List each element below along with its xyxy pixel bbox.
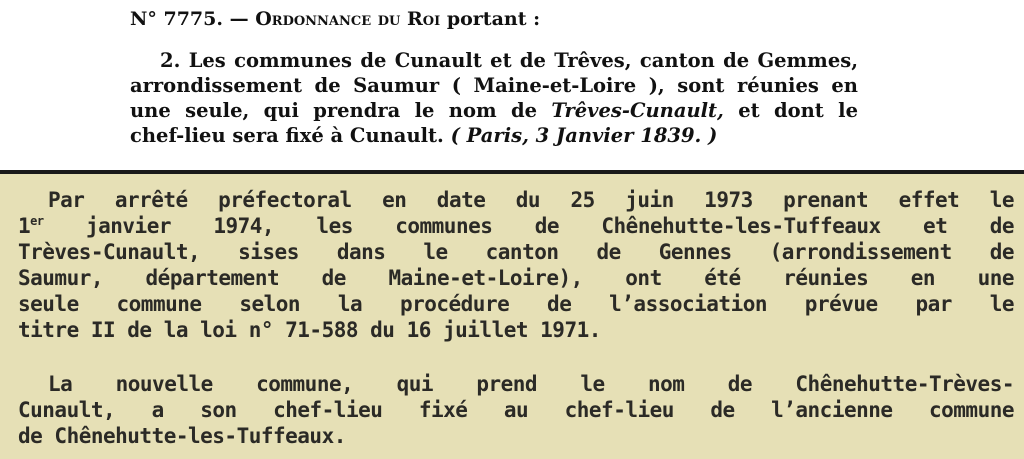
arrete-line-5: seule commune selon la procédure de l’association prévue par le <box>18 292 1014 316</box>
ordonnance-clipping <box>0 0 1024 170</box>
arrete-line-2-rest: janvier 1974, les communes de Chênehutte-les-Tuffeaux et de <box>43 214 1014 238</box>
arrete-p2-line-3: de Chênehutte-les-Tuffeaux. <box>18 424 346 448</box>
arrete-line-3: Trèves-Cunault, sises dans le canton de Gennes (arrondissement de <box>18 240 1014 264</box>
ordonnance-line-1: 2. Les communes de Cunault et de Trêves, canton de Gemmes, <box>160 49 858 72</box>
ordonnance-italic-name: Trêves-Cunault, <box>551 99 724 122</box>
ordonnance-line-3-end: et dont le <box>723 99 858 122</box>
ordonnance-line-4 <box>130 123 858 148</box>
arrete-line-1: Par arrêté préfectoral en date du 25 juin 1973 prenant effet le <box>48 188 1014 212</box>
ordonnance-line-3 <box>130 98 858 123</box>
ordonnance-line-2: arrondissement de Saumur ( Maine-et-Loire ), sont réunies en <box>130 74 858 97</box>
arrete-clipping <box>0 174 1024 459</box>
arrete-paragraph-2 <box>18 371 1014 449</box>
ordonnance-line-3-start: une seule, qui prendra le nom de <box>130 99 552 122</box>
arrete-date-number: 1 <box>18 214 31 238</box>
ordonnance-paragraph <box>130 48 858 148</box>
arrete-p2-line-2: Cunault, a son chef-lieu fixé au chef-lieu de l’ancienne commune <box>18 398 1014 422</box>
ordonnance-line-4-text: chef-lieu sera fixé à Cunault. <box>130 124 451 147</box>
ordonnance-title: Ordonnance du Roi <box>255 8 441 30</box>
arrete-date-superscript: er <box>30 214 44 228</box>
ordonnance-heading-end: portant : <box>440 8 541 30</box>
ordonnance-heading <box>130 8 540 30</box>
arrete-p2-line-1: La nouvelle commune, qui prend le nom de Chênehutte-Trèves- <box>48 372 1014 396</box>
arrete-line-2 <box>18 213 1014 239</box>
arrete-paragraph-1 <box>18 187 1014 343</box>
ordonnance-number: N° 7775. — <box>130 8 256 30</box>
ordonnance-citation: ( Paris, 3 Janvier 1839. ) <box>450 124 718 147</box>
arrete-line-4: Saumur, département de Maine-et-Loire), ont été réunies en une <box>18 266 1014 290</box>
arrete-line-6: titre II de la loi n° 71-588 du 16 juillet 1971. <box>18 318 601 342</box>
